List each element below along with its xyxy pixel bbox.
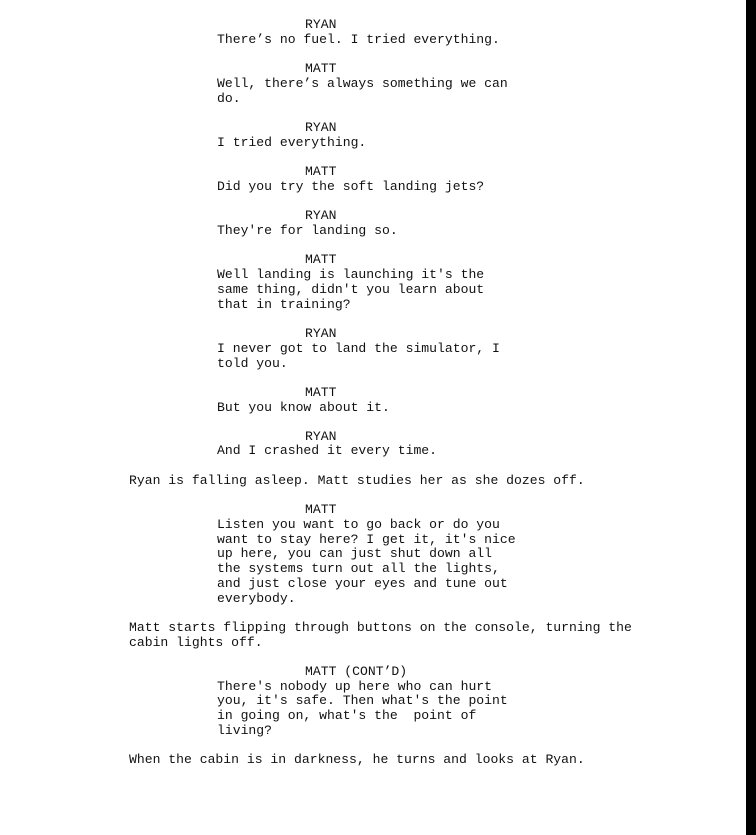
dialogue-line: that in training? <box>217 297 351 312</box>
dialogue-line: I never got to land the simulator, I <box>217 341 500 356</box>
character-cue: MATT (CONT’D) <box>305 664 408 679</box>
character-cue: RYAN <box>305 429 337 444</box>
dialogue-line: living? <box>217 723 273 738</box>
character-cue: RYAN <box>305 17 337 32</box>
dialogue-line: you, it's safe. Then what's the point <box>217 693 508 708</box>
dialogue-line: There's nobody up here who can hurt <box>217 679 493 694</box>
character-cue: MATT <box>305 502 337 517</box>
dialogue-line: But you know about it. <box>217 400 390 415</box>
action-line: cabin lights off. <box>129 635 263 650</box>
dialogue-line: I tried everything. <box>217 135 367 150</box>
dialogue-line: same thing, didn't you learn about <box>217 282 485 297</box>
dialogue-line: want to stay here? I get it, it's nice <box>217 532 516 547</box>
character-cue: RYAN <box>305 208 337 223</box>
character-cue: MATT <box>305 385 337 400</box>
action-line: Ryan is falling asleep. Matt studies her as she dozes off. <box>129 473 585 488</box>
action-line: Matt starts flipping through buttons on the console, turning the <box>129 620 632 635</box>
dialogue-line: told you. <box>217 356 288 371</box>
character-cue: MATT <box>305 252 337 267</box>
character-cue: RYAN <box>305 120 337 135</box>
dialogue-line: and just close your eyes and tune out <box>217 576 508 591</box>
action-line: When the cabin is in darkness, he turns and looks at Ryan. <box>129 752 585 767</box>
character-cue: MATT <box>305 61 337 76</box>
dialogue-line: do. <box>217 91 241 106</box>
dialogue-line: Well, there’s always something we can <box>217 76 508 91</box>
character-cue: MATT <box>305 164 337 179</box>
dialogue-line: There’s no fuel. I tried everything. <box>217 32 500 47</box>
dialogue-line: And I crashed it every time. <box>217 443 438 458</box>
dialogue-line: up here, you can just shut down all <box>217 546 493 561</box>
dialogue-line: Did you try the soft landing jets? <box>217 179 485 194</box>
character-cue: RYAN <box>305 326 337 341</box>
dialogue-line: Listen you want to go back or do you <box>217 517 500 532</box>
page-edge <box>746 0 756 835</box>
dialogue-line: in going on, what's the point of <box>217 708 477 723</box>
dialogue-line: They're for landing so. <box>217 223 398 238</box>
dialogue-line: Well landing is launching it's the <box>217 267 485 282</box>
dialogue-line: everybody. <box>217 591 296 606</box>
dialogue-line: the systems turn out all the lights, <box>217 561 500 576</box>
